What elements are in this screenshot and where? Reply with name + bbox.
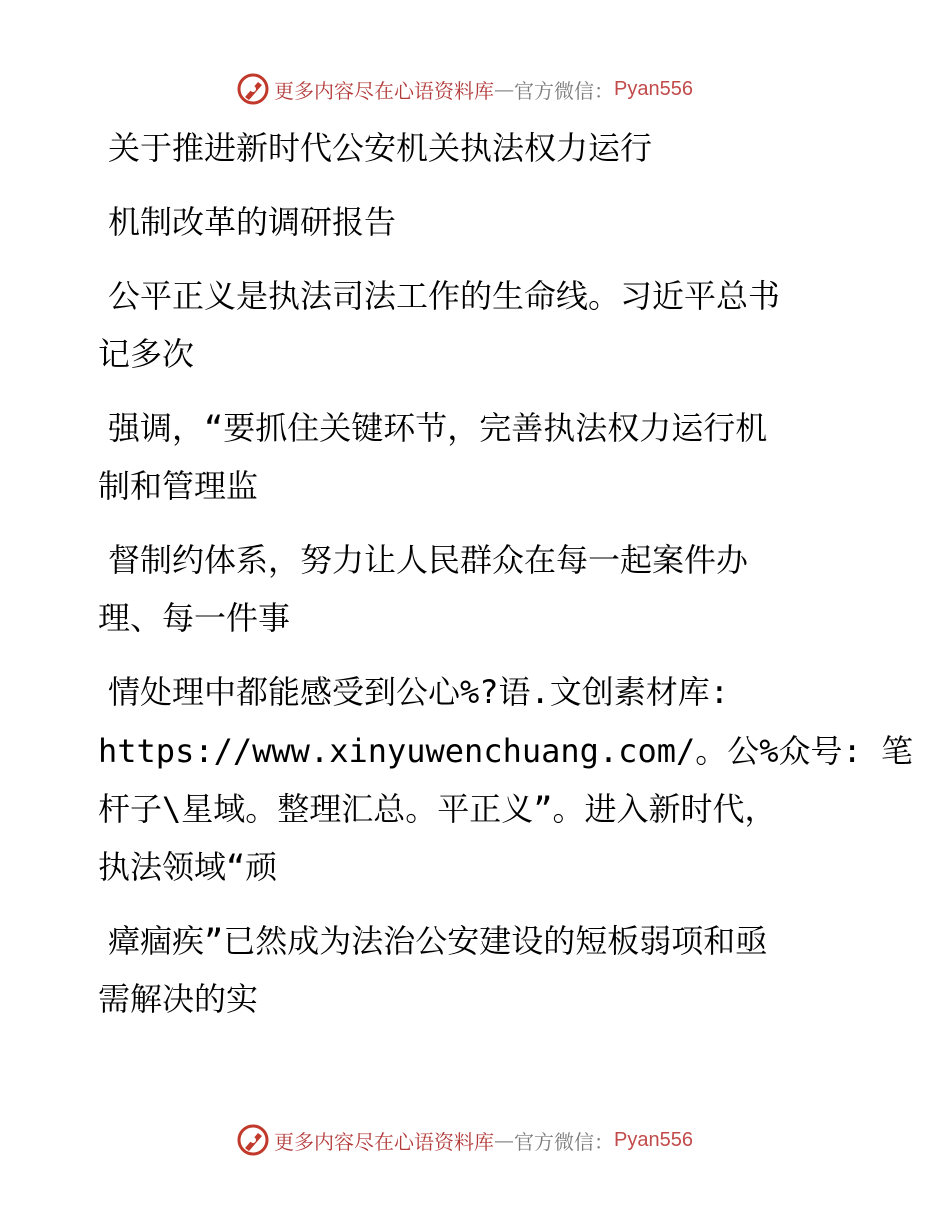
banner-wechat-id: Pyan556 bbox=[614, 77, 693, 100]
banner-dash: — bbox=[494, 77, 514, 101]
body-line: 记多次 bbox=[98, 335, 195, 373]
body-line: 执法领域“顽 bbox=[98, 848, 278, 886]
body-line: 瘴痼疾”已然成为法治公安建设的短板弱项和亟 bbox=[108, 922, 768, 960]
header-banner bbox=[236, 72, 693, 106]
pen-logo-icon bbox=[236, 72, 270, 106]
title-line-1: 关于推进新时代公安机关执法权力运行 bbox=[108, 129, 653, 167]
body-line: 理、每一件事 bbox=[98, 599, 291, 637]
body-line: 情处理中都能感受到公心%?语.文创素材库: bbox=[108, 673, 730, 711]
body-line: https://www.xinyuwenchuang.com/。公%众号: 笔 bbox=[98, 732, 914, 770]
banner-label: 官方微信： bbox=[514, 78, 614, 103]
title-line-2: 机制改革的调研报告 bbox=[108, 203, 397, 241]
pen-logo-icon bbox=[236, 1123, 270, 1157]
banner-title: 更多内容尽在心语资料库 bbox=[274, 78, 494, 103]
body-line: 需解决的实 bbox=[98, 980, 259, 1018]
body-line: 杆子\星域。整理汇总。平正义”。进入新时代， bbox=[98, 790, 777, 828]
banner-wechat-id: Pyan556 bbox=[614, 1128, 693, 1151]
banner-label: 官方微信： bbox=[514, 1129, 614, 1154]
footer-banner bbox=[236, 1123, 693, 1157]
body-line: 督制约体系，努力让人民群众在每一起案件办 bbox=[108, 541, 749, 579]
banner-dash: — bbox=[494, 1128, 514, 1152]
body-line: 公平正义是执法司法工作的生命线。习近平总书 bbox=[108, 277, 781, 315]
body-line: 制和管理监 bbox=[98, 467, 259, 505]
banner-title: 更多内容尽在心语资料库 bbox=[274, 1129, 494, 1154]
body-line: 强调，“要抓住关键环节，完善执法权力运行机 bbox=[108, 409, 768, 447]
